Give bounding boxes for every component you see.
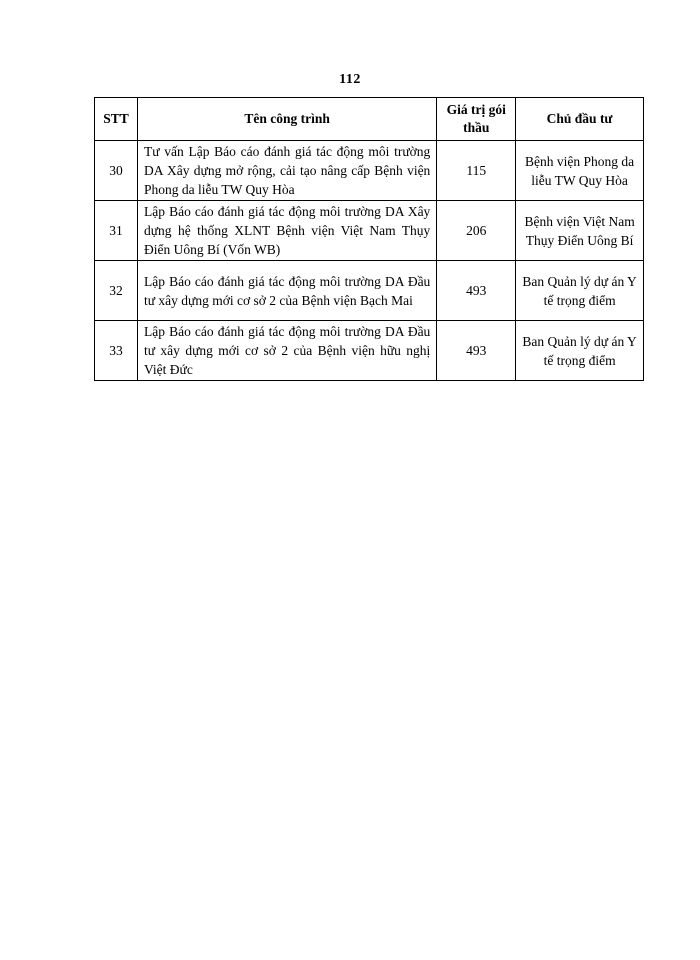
projects-table: [94, 97, 644, 381]
row-stt: 30: [95, 141, 138, 201]
table-row: [95, 321, 644, 381]
row-stt: 33: [95, 321, 138, 381]
row-package-value: 493: [437, 261, 516, 321]
row-stt: 32: [95, 261, 138, 321]
row-package-value: 206: [437, 201, 516, 261]
table-row: [95, 261, 644, 321]
header-package-value: Giá trị gói thầu: [437, 98, 516, 141]
row-stt: 31: [95, 201, 138, 261]
row-investor: Bệnh viện Việt Nam Thụy Điển Uông Bí: [516, 201, 644, 261]
row-package-value: 115: [437, 141, 516, 201]
row-package-value: 493: [437, 321, 516, 381]
row-project-name: Lập Báo cáo đánh giá tác động môi trường DA Đầu tư xây dựng mới cơ sở 2 của Bệnh viện Bạch Mai: [137, 261, 436, 321]
row-project-name: Lập Báo cáo đánh giá tác động môi trường DA Xây dựng hệ thống XLNT Bệnh viện Việt Nam Thụy Điển Uông Bí (Vốn WB): [137, 201, 436, 261]
row-project-name: Tư vấn Lập Báo cáo đánh giá tác động môi trường DA Xây dựng mở rộng, cải tạo nâng cấp Bệnh viện Phong da liễu TW Quy Hòa: [137, 141, 436, 201]
table-header-row: [95, 98, 644, 141]
row-investor: Ban Quản lý dự án Y tế trọng điểm: [516, 321, 644, 381]
table-row: [95, 201, 644, 261]
row-investor: Ban Quản lý dự án Y tế trọng điểm: [516, 261, 644, 321]
table-row: [95, 141, 644, 201]
header-stt: STT: [95, 98, 138, 141]
page-number: 112: [339, 72, 361, 87]
row-investor: Bệnh viện Phong da liễu TW Quy Hòa: [516, 141, 644, 201]
header-investor: Chủ đầu tư: [516, 98, 644, 141]
row-project-name: Lập Báo cáo đánh giá tác động môi trường DA Đầu tư xây dựng mới cơ sở 2 của Bệnh viện hữu nghị Việt Đức: [137, 321, 436, 381]
header-project-name: Tên công trình: [137, 98, 436, 141]
